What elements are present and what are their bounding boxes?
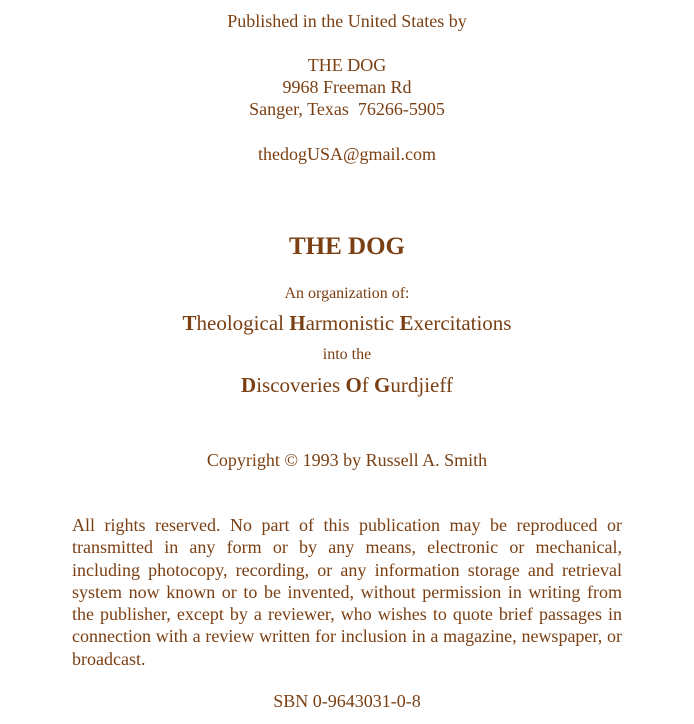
word-rest: f [361,373,375,397]
publisher-email: thedogUSA@gmail.com [257,144,437,164]
word-initial: T [182,311,197,335]
word-initial: E [399,311,414,335]
word-rest: armonistic [305,311,400,335]
organization-intro: An organization of: [284,285,410,302]
organization-name-line-2 [0,375,694,396]
word-initial: G [374,373,391,397]
copyright-notice: Copyright © 1993 by Russell A. Smith [206,450,488,470]
publisher-city: Sanger, Texas 76266-5905 [249,99,445,119]
word-initial: O [345,373,362,397]
publisher-street: 9968 Freeman Rd [282,77,412,97]
word-rest: heological [196,311,290,335]
word-rest: xercitations [413,311,512,335]
word-rest: urdjieff [390,373,453,397]
word-initial: H [289,311,306,335]
page-title: THE DOG [289,233,405,260]
organization-name-line-1 [0,313,694,334]
organization-connector: into the [322,346,372,363]
word-rest: iscoveries [256,373,346,397]
publisher-name: THE DOG [307,55,387,75]
isbn-number: SBN 0-9643031-0-8 [273,691,421,711]
rights-reserved-paragraph: All rights reserved. No part of this publication may be reproduced or transmitted in any form or by any means, electronic or mechanical, including photocopy, recording, or any information storage and retrieval system now known or to be invented, without permission in writing from the publisher, except by a reviewer, who wishes to quote brief passages in connection with a review written for inclusion in a magazine, newspaper, or broadcast. [72,515,622,669]
word-initial: D [241,373,257,397]
published-by-line: Published in the United States by [227,11,467,31]
